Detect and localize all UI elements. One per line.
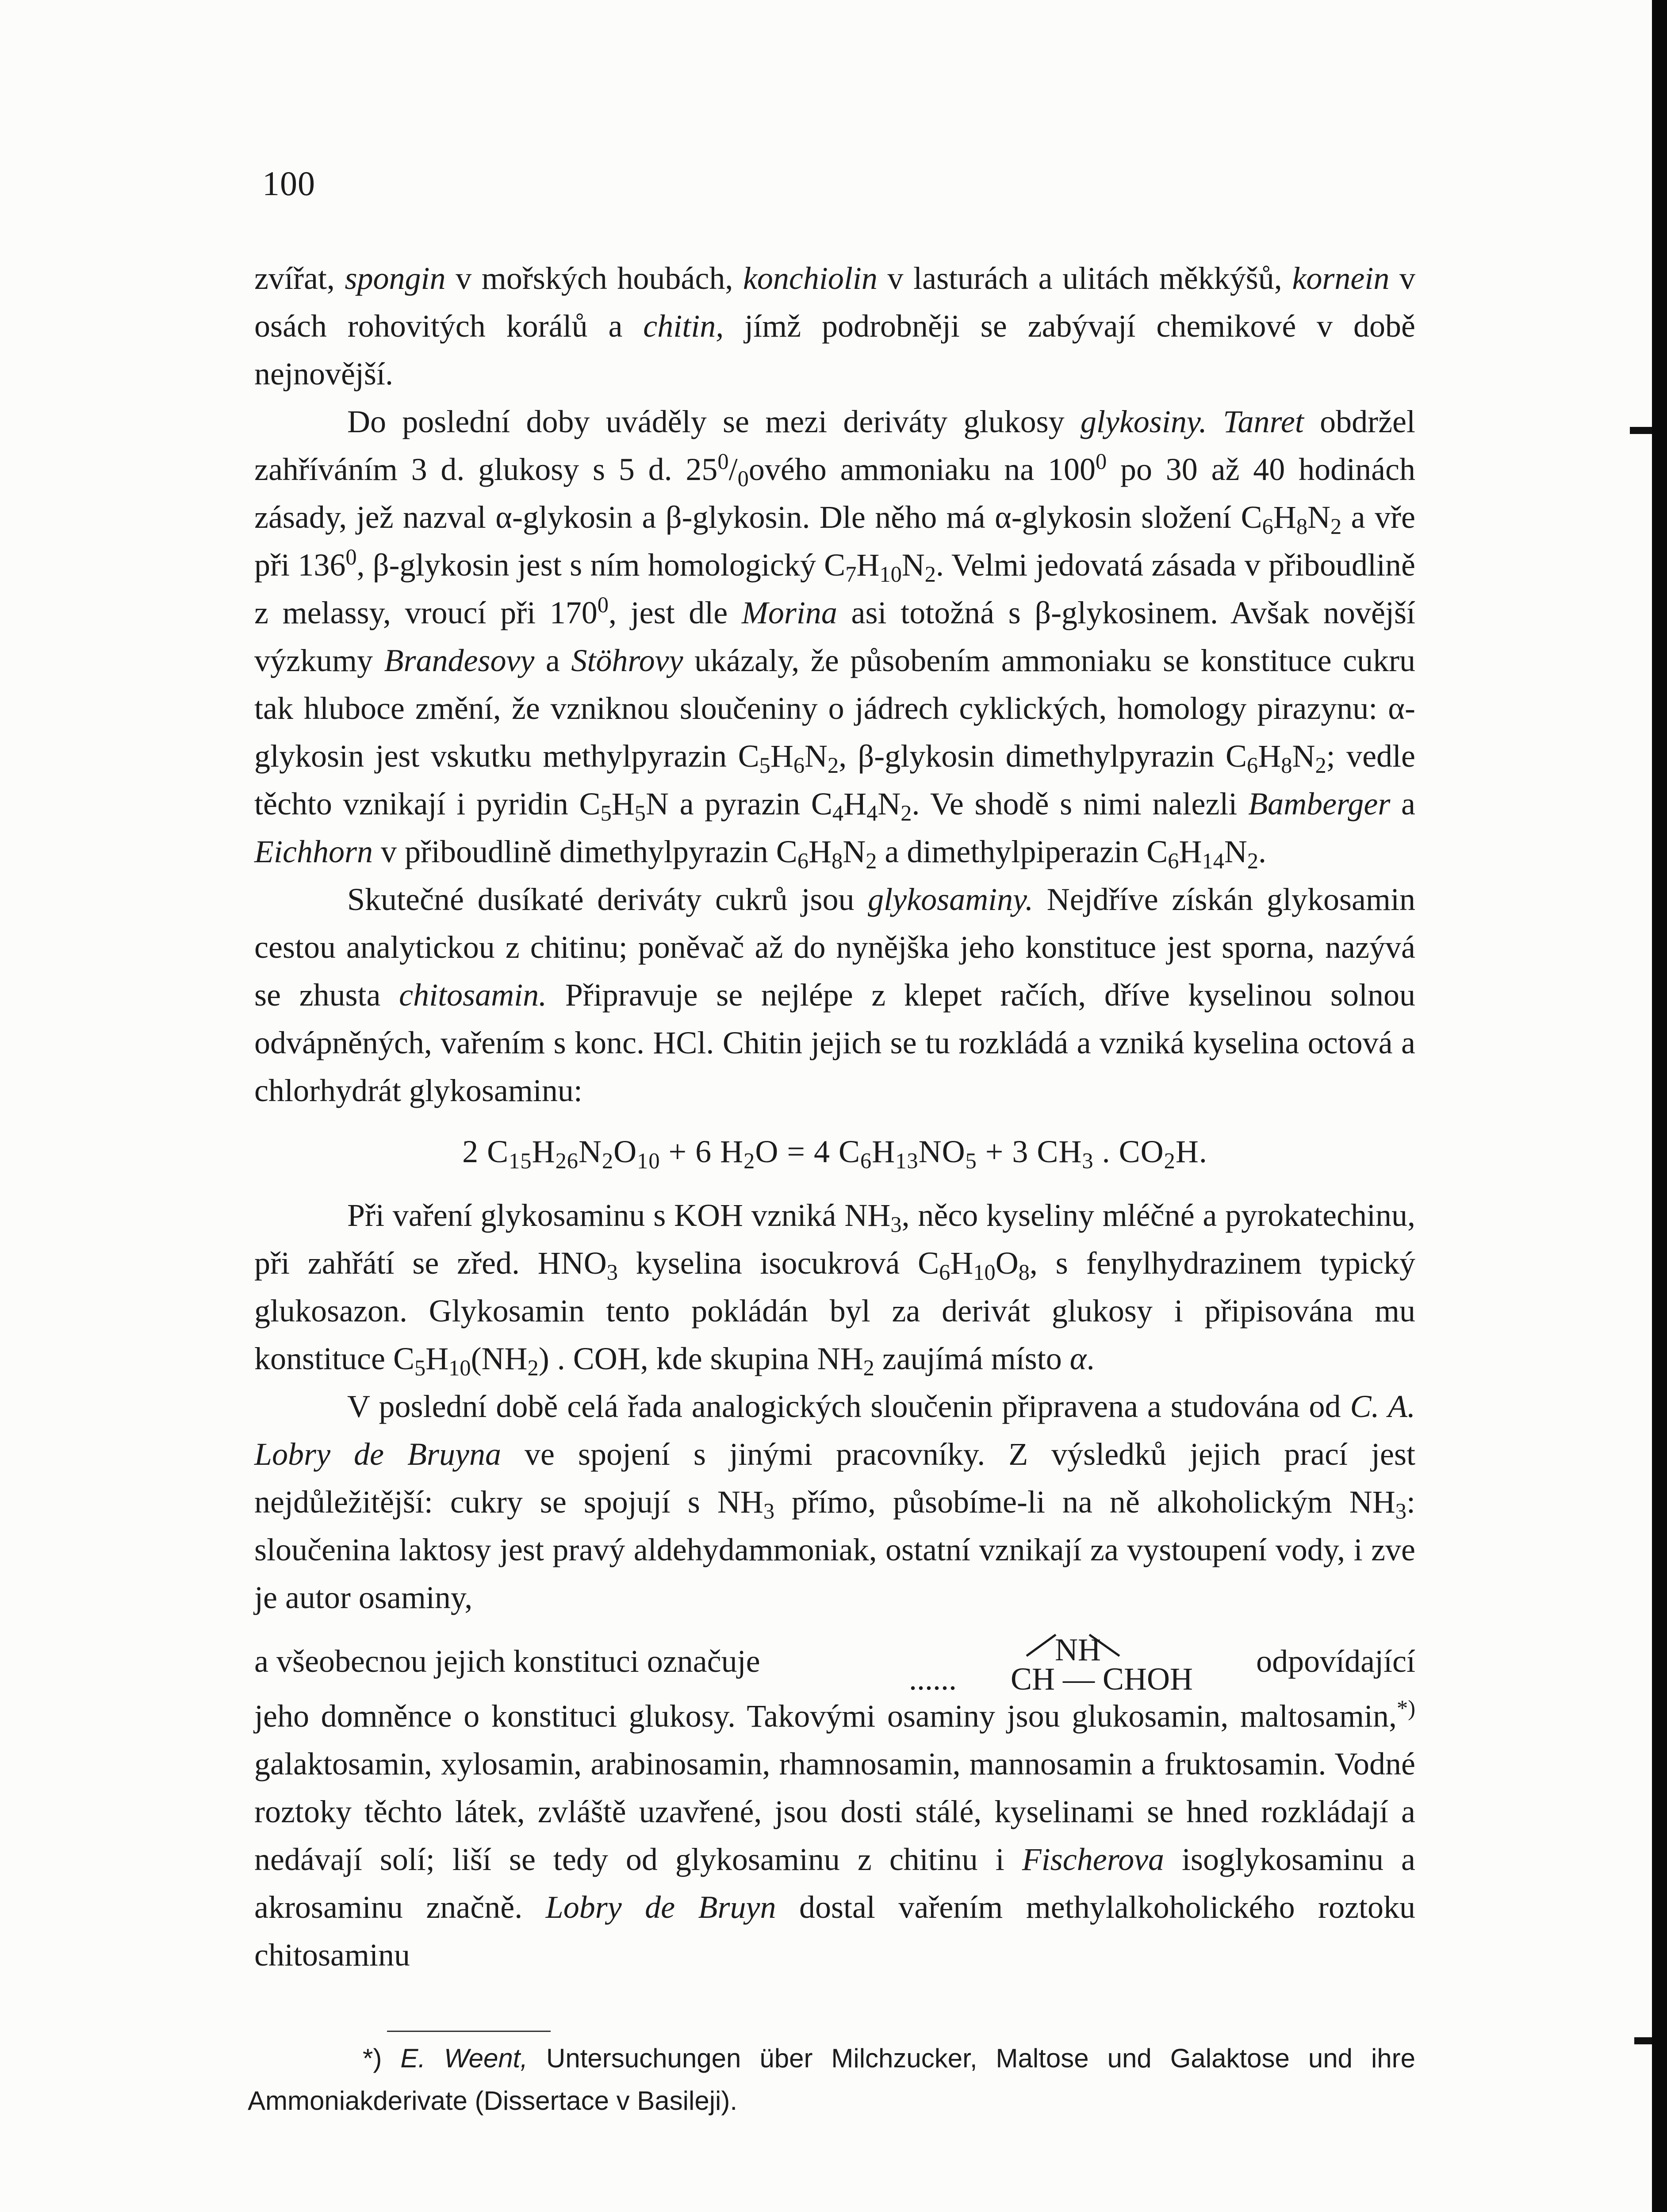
footnote-divider — [387, 2031, 551, 2032]
paragraph-5-continued: jeho domněnce o konstituci glukosy. Takovými osaminy jsou glukosamin, maltosamin,*) galaktosamin, xylosamin, arabinosamin, rhamnosamin, mannosamin a fruktosamin. Vodné roztoky těchto látek, zvláště uzavřené, jsou dosti stálé, kyselinami se hned rozkládají a nedávají solí; liší se tedy od glykosaminu z chitinu i Fischerova isoglykosaminu a akrosaminu značně. Lobry de Bruyn dostal vařením methylalkoholického roztoku chitosaminu — [254, 1695, 1415, 1973]
author-lobry-de-bruyna: C. A. Lobry de Bruyna — [254, 1389, 1416, 1472]
main-text — [254, 254, 1415, 1979]
author-morina: Morina — [741, 595, 837, 630]
author-fischerova: Fischerova — [1022, 1842, 1165, 1877]
page-number: 100 — [262, 164, 315, 203]
paragraph-3: Skutečné dusíkaté deriváty cukrů jsou glykosaminy. Nejdříve získán glykosamin cestou analytickou z chitinu; poněvač až do nynějška jeho konstituce jest sporna, nazývá se zhusta chitosamin. Připravuje se nejlépe z klepet račích, dříve kyselinou solnou odvápněných, vařením s konc. HCl. Chitin jejich se tu rozkládá a vzniká kyselina octová a chlorhydrát glykosaminu: — [254, 882, 1415, 1108]
footnote-author: E. Weent, — [400, 2043, 528, 2073]
structure-dots: ...... — [909, 1661, 957, 1697]
paragraph-4: Při vaření glykosaminu s KOH vzniká $NH_3$, něco kyseliny mléčné a pyrokatechinu, při zahřátí se zřed. $HNO_3$ kyselina isocukrová $C_6H_{10}O_8$, s fenylhydrazinem typický glukosazon. Glykosamin tento pokládán byl za derivát glukosy i připisována mu konstituce $C_5H_{10}(NH_2)$ . COH, kde skupina $NH_2$ zaujímá místo α. — [254, 1198, 1416, 1381]
scan-page-edge — [1652, 0, 1667, 2212]
scan-edge-mark — [1630, 427, 1652, 434]
author-bamberger: Bamberger — [1248, 786, 1391, 822]
footnote-text: Untersuchungen über Milchzucker, Maltose und Galaktose und ihre Ammoniakderivate (Dissertace v Basileji). — [248, 2043, 1415, 2116]
symbol-alpha: α — [1069, 1341, 1087, 1376]
term-glykosiny: glykosiny. — [1080, 404, 1207, 439]
term-kornein: kornein — [1292, 261, 1390, 296]
osamine-structure-formula — [909, 1626, 1219, 1697]
author-brandesovy: Brandesovy — [384, 643, 535, 678]
osamine-structure-line — [254, 1626, 1415, 1697]
chemical-equation: 2 $C_{15}H_{26}N_2O_{10} + 6$ $H_2O = 4$ $C_6H_{13}NO_5 + 3$ $CH_3$ . $CO_2H$. — [462, 1134, 1207, 1174]
term-spongin: spongin — [345, 261, 446, 296]
structure-nh: NH — [1055, 1632, 1101, 1667]
term-chitosamin: chitosamin. — [399, 977, 547, 1013]
paragraph-1: zvířat, spongin v mořských houbách, konchiolin v lasturách a ulitách měkkýšů, kornein v osách rohovitých korálů a chitin, jímž podrobněji se zabývají chemikové v době nejnovější. — [254, 261, 1416, 392]
footnote-mark: *) — [363, 2043, 382, 2073]
author-tanret: Tanret — [1223, 404, 1304, 439]
author-lobry-de-bruyn: Lobry de Bruyn — [545, 1889, 776, 1925]
footnote — [248, 2037, 1415, 2122]
scan-edge-mark — [1634, 2037, 1652, 2044]
structure-backbone: CH — CHOH — [1011, 1661, 1193, 1697]
structure-tail-text: odpovídající — [1256, 1644, 1415, 1679]
paragraph-2: Do poslední doby uváděly se mezi deriváty glukosy glykosiny. Tanret obdržel zahříváním 3 d. glukosy s 5 d. $25^0/_0ového$ ammoniaku na $100^0$ po 30 až 40 hodinách zásady, jež nazval α-glykosin a β-glykosin. Dle něho má α-glykosin složení $C_6H_8N_2$ a vře při $136^0$, β-glykosin jest s ním homologický $C_7H_{10}N_2$. Velmi jedovatá zásada v přiboudlině z melassy, vroucí při $170^0$, jest dle Morina asi totožná s β-glykosinem. Avšak novější výzkumy Brandesovy a Stöhrovy ukázaly, že působením ammoniaku se konstituce cukru tak hluboce změní, že vzniknou sloučeniny o jádrech cyklických, homology pirazynu: α-glykosin jest vskutku methylpyrazin $C_5H_6N_2$, β-glykosin dimethylpyrazin $C_6H_8N_2$; vedle těchto vznikají i pyridin $C_5H_5N$ a pyrazin $C_4H_4N_2$. Ve shodě s nimi nalezli Bamberger a Eichhorn v přiboudlině dimethylpyrazin $C_6H_8N_2$ a dimethylpiperazin $C_6H_{14}N_2$. — [254, 404, 1416, 874]
term-glykosaminy: glykosaminy. — [868, 882, 1034, 917]
author-eichhorn: Eichhorn — [254, 834, 373, 869]
paragraph-5: V poslední době celá řada analogických sloučenin připravena a studována od C. A. Lobry de Bruyna ve spojení s jinými pracovníky. Z výsledků jejich prací jest nejdůležitější: cukry se spojují s $NH_3$ přímo, působíme-li na ně alkoholickým $NH_3$: sloučenina laktosy jest pravý aldehydammoniak, ostatní vznikají za vystoupení vody, i zve je autor osaminy, — [254, 1389, 1416, 1615]
structure-lead-text: a všeobecnou jejich konstituci označuje — [254, 1644, 760, 1679]
term-konchiolin: konchiolin — [743, 261, 878, 296]
author-stohrovy: Stöhrovy — [571, 643, 683, 678]
term-chitin: chitin, — [643, 308, 724, 344]
footnote-reference: *) — [1397, 1695, 1415, 1720]
